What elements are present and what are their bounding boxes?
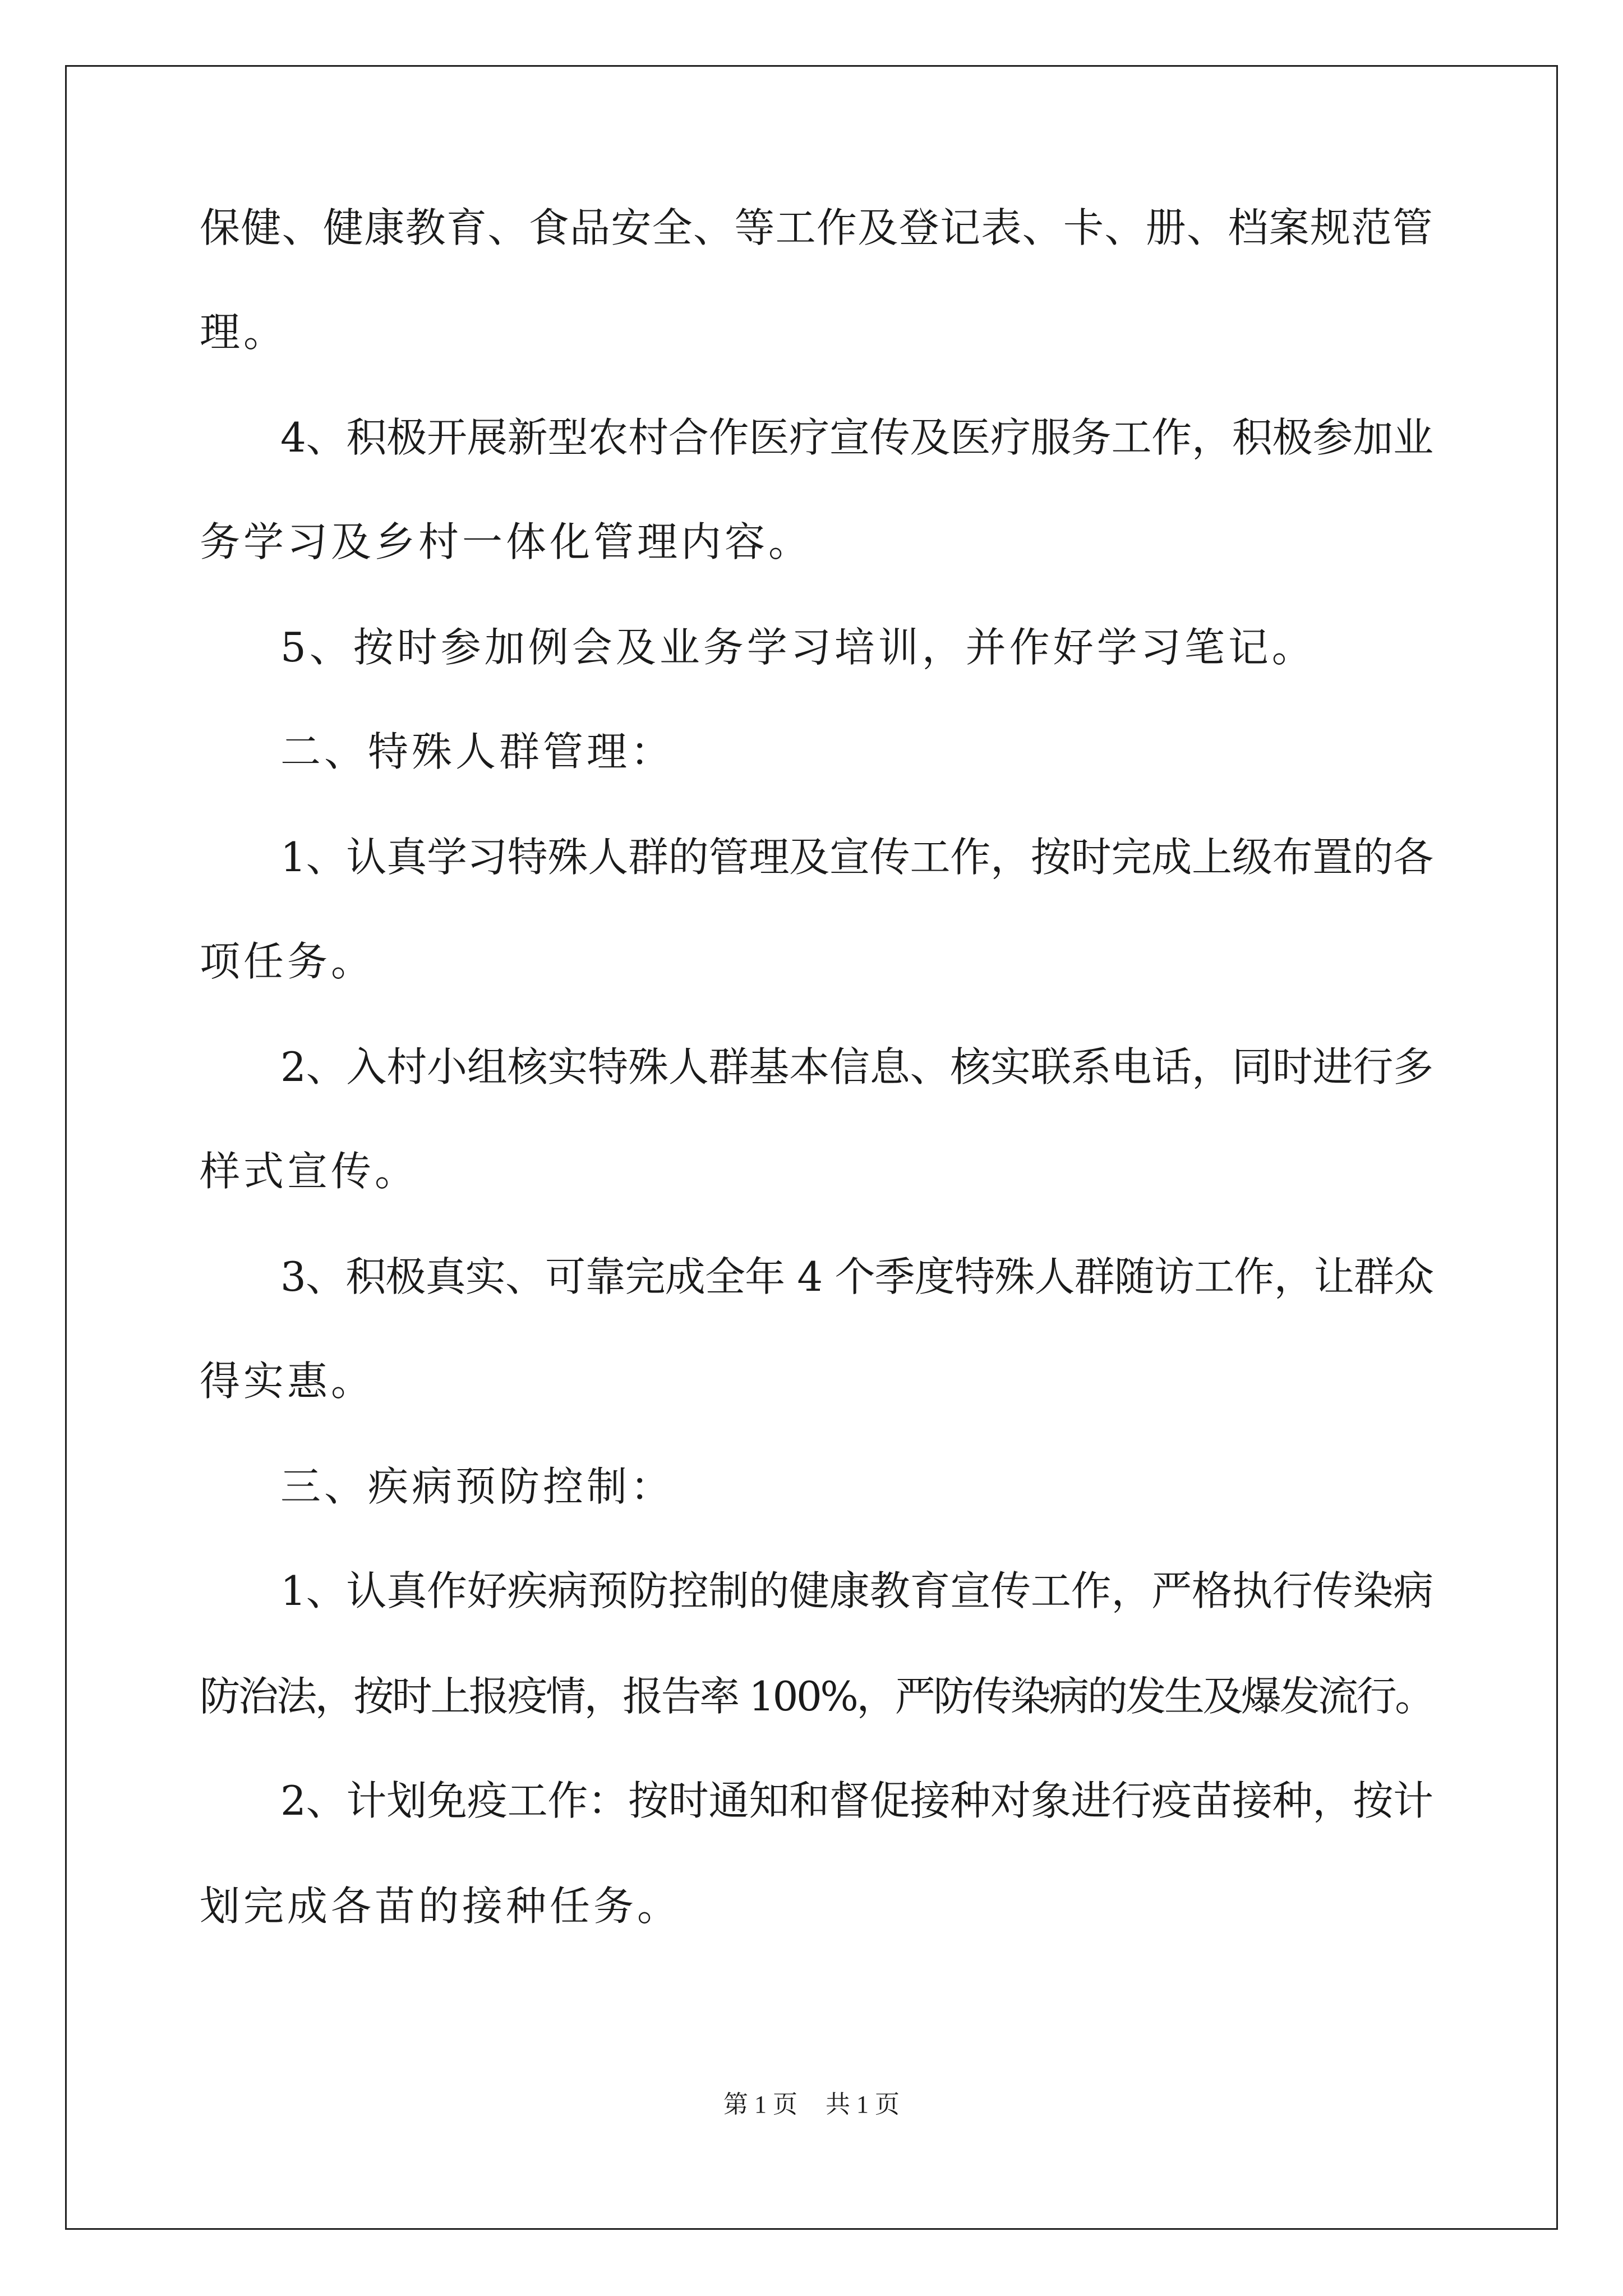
paragraph-line: 保健、健康教育、食品安全、等工作及登记表、卡、册、档案规范管: [200, 204, 1434, 251]
page-footer: [0, 2092, 1623, 2117]
paragraph-line: 4、积极开展新型农村合作医疗宣传及医疗服务工作，积极参加业: [280, 414, 1433, 461]
paragraph-line: 样式宣传。: [200, 1148, 419, 1195]
paragraph-line: 防治法，按时上报疫情，报告率 100%，严防传染病的发生及爆发流行。: [200, 1673, 1433, 1720]
paragraph-line: 项任务。: [200, 938, 375, 985]
paragraph-line: 2、入村小组核实特殊人群基本信息、核实联系电话，同时进行多: [280, 1043, 1433, 1091]
paragraph-line: 3、积极真实、可靠完成全年 4 个季度特殊人群随访工作，让群众: [280, 1253, 1434, 1300]
paragraph-line: 2、计划免疫工作：按时通知和督促接种对象进行疫苗接种，按计: [280, 1777, 1433, 1824]
paragraph-line: 1、认真学习特殊人群的管理及宣传工作，按时完成上级布置的各: [280, 834, 1433, 881]
paragraph-line: 得实惠。: [200, 1358, 375, 1405]
paragraph-line: 1、认真作好疾病预防控制的健康教育宣传工作，严格执行传染病: [280, 1567, 1433, 1614]
section-heading: 三、疾病预防控制：: [280, 1463, 675, 1510]
page-total: 共 1 页: [826, 2091, 900, 2118]
paragraph-line: 务学习及乡村一体化管理内容。: [200, 518, 813, 565]
paragraph-line: 5、按时参加例会及业务学习培训，并作好学习笔记。: [280, 624, 1316, 671]
page-number: 第 1 页: [723, 2091, 797, 2118]
paragraph-line: 理。: [200, 309, 288, 356]
section-heading: 二、特殊人群管理：: [280, 728, 675, 775]
paragraph-line: 划完成各苗的接种任务。: [200, 1883, 681, 1930]
